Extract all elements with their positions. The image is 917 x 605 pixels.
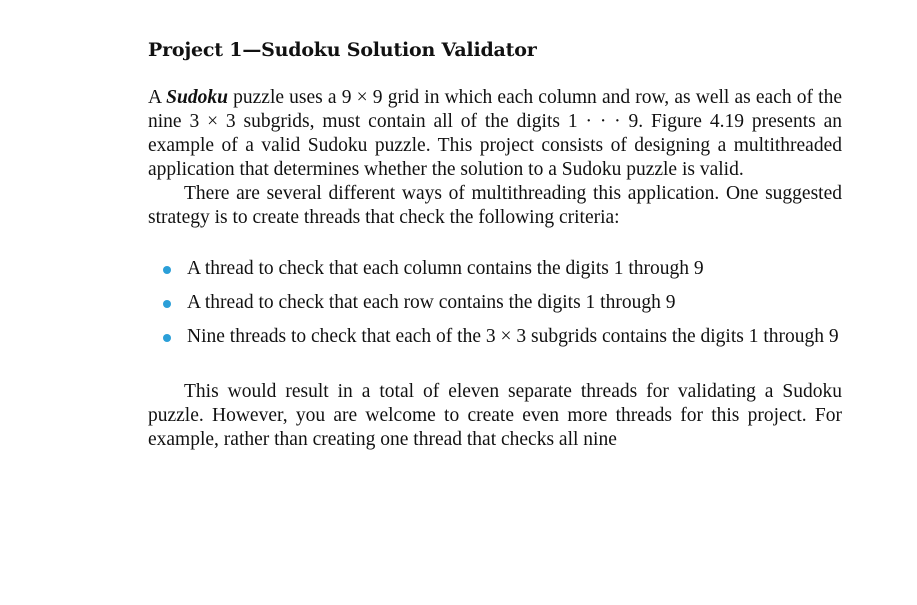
intro-paragraph: [148, 86, 842, 182]
list-item: [148, 258, 842, 280]
list-item-text: A thread to check that each column contains the digits 1 through 9: [187, 258, 704, 279]
strategy-paragraph: There are several different ways of multithreading this application. One suggested strategy is to create threads that check the following criteria:: [148, 183, 842, 228]
intro-rest: puzzle uses a 9 × 9 grid in which each column and row, as well as each of the nine 3 × 3 subgrids, must contain all of the digits 1 · · · 9. Figure 4.19 presents an example of a valid Sudoku puzzle. This project consists of designing a multithreaded application that determines whether the solution to a Sudoku puzzle is valid.: [148, 87, 842, 180]
list-item-text: A thread to check that each row contains the digits 1 through 9: [187, 292, 676, 313]
bullet-dot-icon: [163, 334, 171, 342]
list-item: [148, 292, 842, 314]
conclusion-paragraph: This would result in a total of eleven separate threads for validating a Sudoku puzzle. However, you are welcome to create even more threads for this project. For example, rather than creating one thread that checks all nine: [148, 381, 842, 450]
criteria-list: [148, 258, 842, 348]
page-title: Project 1—Sudoku Solution Validator: [148, 39, 537, 61]
bullet-dot-icon: [163, 300, 171, 308]
list-item: [148, 326, 842, 348]
sudoku-emphasis: Sudoku: [166, 87, 228, 108]
document-page: [148, 36, 842, 452]
list-item-text: Nine threads to check that each of the 3 × 3 subgrids contains the digits 1 through 9: [187, 326, 839, 347]
intro-lead: A: [148, 87, 167, 108]
bullet-dot-icon: [163, 266, 171, 274]
